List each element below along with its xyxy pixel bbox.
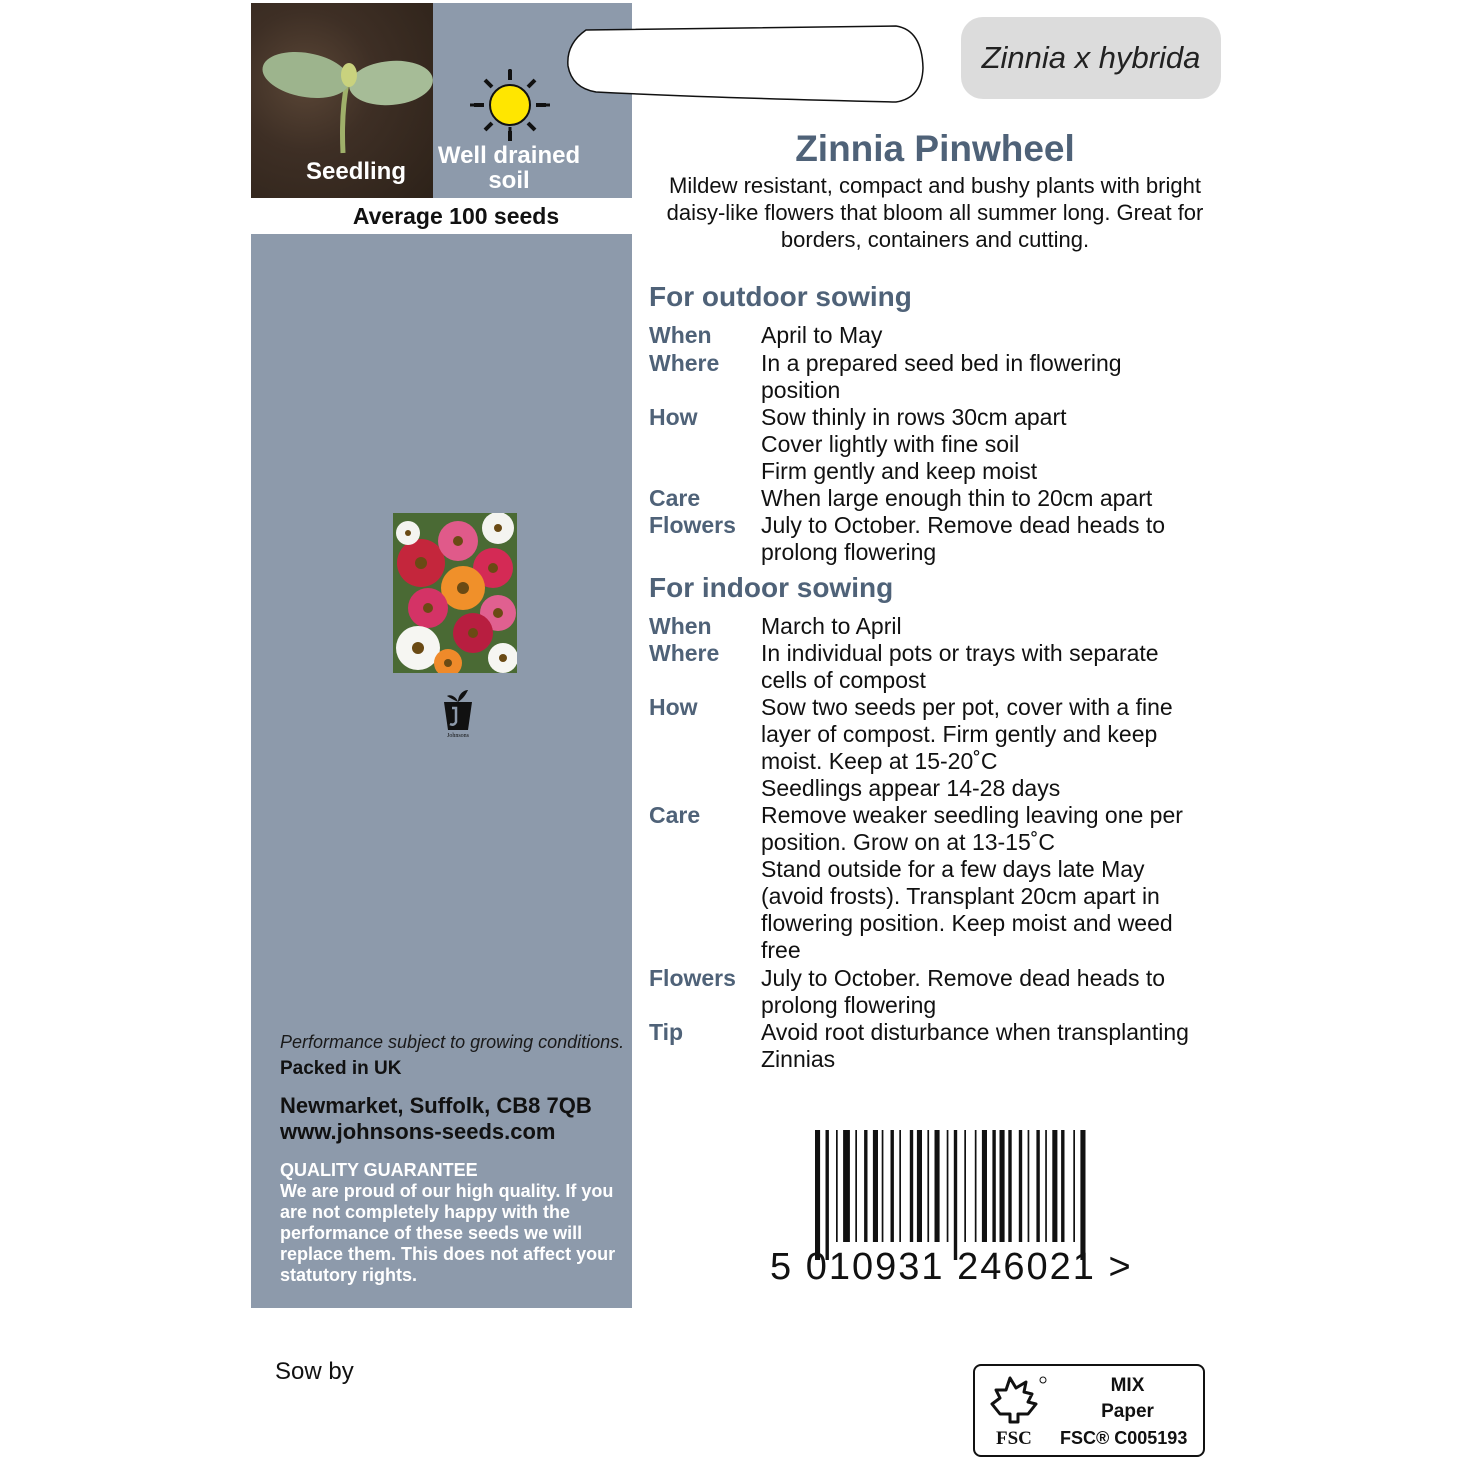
outdoor-flowers-value: July to October. Remove dead heads to prolong flowering bbox=[761, 512, 1166, 565]
fsc-tree-icon bbox=[988, 1374, 1048, 1426]
barcode-digits-right: 246021 bbox=[957, 1246, 1096, 1288]
fsc-mix: MIX bbox=[1110, 1375, 1145, 1396]
barcode-digit-left: 5 bbox=[770, 1246, 794, 1288]
indoor-flowers-label: Flowers bbox=[649, 965, 736, 991]
outdoor-heading: For outdoor sowing bbox=[649, 281, 912, 312]
guarantee-text: We are proud of our high quality. If you are not completely happy with the performance of these seeds we will replace them. This does not affect your statutory rights. bbox=[280, 1181, 616, 1285]
sun-label: Well drained soil bbox=[437, 142, 581, 194]
outdoor-when-value: April to May bbox=[761, 322, 883, 348]
hang-tab bbox=[566, 24, 924, 104]
svg-text:Johnsons: Johnsons bbox=[446, 733, 470, 738]
barcode-digits-mid: 010931 bbox=[805, 1246, 945, 1288]
outdoor-care-label: Care bbox=[649, 485, 701, 511]
outdoor-how-label: How bbox=[649, 404, 698, 430]
indoor-heading: For indoor sowing bbox=[649, 572, 894, 603]
barcode-number bbox=[770, 1246, 1133, 1289]
indoor-how-label: How bbox=[649, 694, 698, 720]
barcode-end-mark: > bbox=[1108, 1246, 1133, 1288]
fsc-wordmark: FSC bbox=[996, 1428, 1032, 1449]
outdoor-flowers-label: Flowers bbox=[649, 512, 736, 538]
indoor-how-value: Sow two seeds per pot, cover with a fine layer of compost. Firm gently and keep moist. Keep at 15-20˚C Seedlings appear 14-28 days bbox=[761, 694, 1173, 801]
indoor-where-label: Where bbox=[649, 640, 720, 666]
packed-in: Packed in UK bbox=[280, 1058, 402, 1079]
fsc-code: FSC® C005193 bbox=[1060, 1428, 1188, 1448]
latin-name: Zinnia x hybrida bbox=[981, 40, 1201, 75]
indoor-care-label: Care bbox=[649, 802, 701, 828]
disclaimer: Performance subject to growing conditions. bbox=[280, 1032, 625, 1052]
indoor-when-label: When bbox=[649, 613, 712, 639]
barcode bbox=[813, 1130, 1188, 1260]
seedling-label: Seedling bbox=[305, 158, 407, 185]
indoor-flowers-value: July to October. Remove dead heads to prolong flowering bbox=[761, 965, 1166, 1018]
quality-guarantee bbox=[280, 1160, 625, 1286]
seeds-count: Average 100 seeds bbox=[352, 203, 560, 229]
outdoor-where-value: In a prepared seed bed in flowering position bbox=[761, 350, 1122, 403]
website-link[interactable]: www.johnsons-seeds.com bbox=[280, 1119, 556, 1144]
outdoor-when-label: When bbox=[649, 322, 712, 348]
fsc-paper: Paper bbox=[1101, 1401, 1154, 1422]
indoor-where-value: In individual pots or trays with separate cells of compost bbox=[761, 640, 1159, 693]
indoor-tip-value: Avoid root disturbance when transplanting Zinnias bbox=[761, 1019, 1189, 1072]
product-title: Zinnia Pinwheel bbox=[795, 128, 1075, 169]
indoor-tip-label: Tip bbox=[649, 1019, 684, 1045]
outdoor-how-value: Sow thinly in rows 30cm apart Cover lightly with fine soil Firm gently and keep moist bbox=[761, 404, 1067, 484]
indoor-when-value: March to April bbox=[761, 613, 902, 639]
johnsons-logo bbox=[438, 688, 478, 738]
flower-photo bbox=[393, 513, 517, 673]
indoor-care-value: Remove weaker seedling leaving one per position. Grow on at 13-15˚C Stand outside for a few days late May (avoid frosts). Transplant 20cm apart in flowering position. Keep moist and weed free bbox=[761, 802, 1183, 963]
product-description: Mildew resistant, compact and bushy plants with bright daisy-like flowers that bloom all summer long. Great for borders, containers and cutting. bbox=[666, 173, 1204, 252]
guarantee-title: QUALITY GUARANTEE bbox=[280, 1160, 478, 1180]
address: Newmarket, Suffolk, CB8 7QB bbox=[280, 1093, 592, 1118]
outdoor-care-value: When large enough thin to 20cm apart bbox=[761, 485, 1153, 511]
outdoor-where-label: Where bbox=[649, 350, 720, 376]
sow-by-label: Sow by bbox=[275, 1358, 354, 1385]
